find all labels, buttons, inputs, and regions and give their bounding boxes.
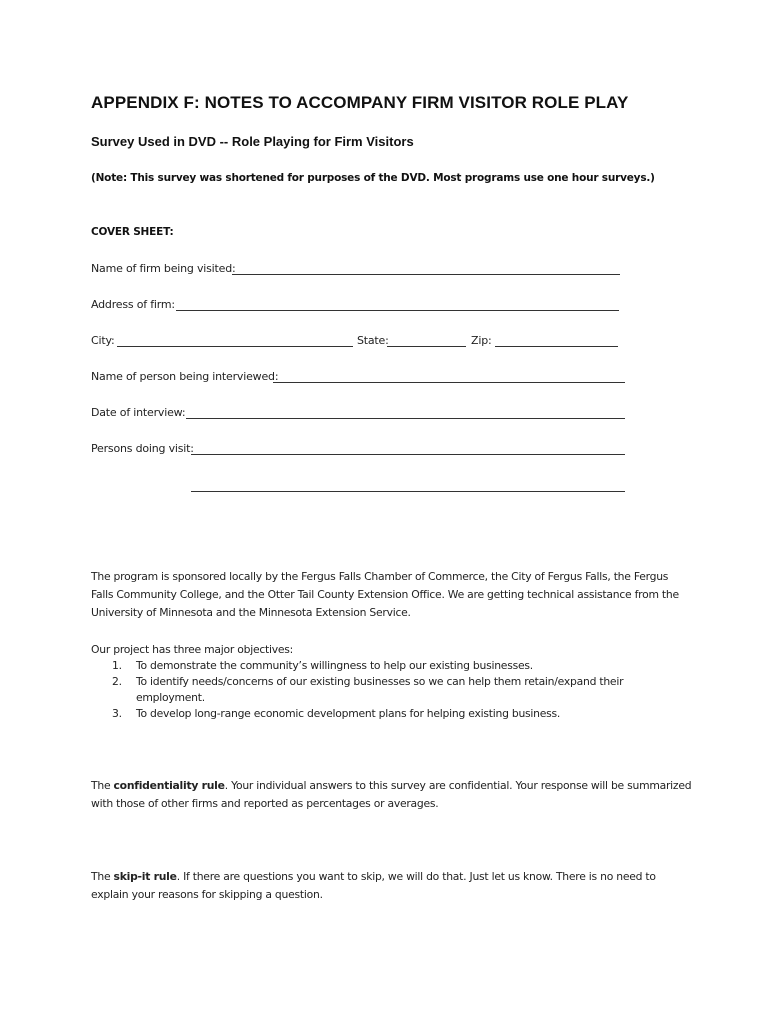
sponsor-line: Falls Community College, and the Otter Tail County Extension Office. We are getting technical assistance from the [91, 588, 679, 601]
city-field[interactable] [117, 346, 353, 347]
state-label: State: [357, 334, 389, 347]
date-field[interactable] [186, 418, 625, 419]
confidentiality-pre: The [91, 779, 114, 792]
zip-field[interactable] [495, 346, 618, 347]
firm-name-label: Name of firm being visited: [91, 262, 236, 275]
date-label: Date of interview: [91, 406, 186, 419]
skip-pre: The [91, 870, 114, 883]
page-title: APPENDIX F: NOTES TO ACCOMPANY FIRM VISITOR ROLE PLAY [91, 93, 629, 112]
zip-label: Zip: [471, 334, 492, 347]
confidentiality-paragraph [91, 777, 691, 813]
objectives-section [91, 642, 691, 722]
confidentiality-text: . Your individual answers to this survey are confidential. Your response will be summarized [224, 779, 692, 792]
skip-paragraph [91, 868, 691, 904]
address-field[interactable] [176, 310, 619, 311]
sponsor-paragraph [91, 568, 691, 622]
confidentiality-line [91, 777, 691, 795]
address-label: Address of firm: [91, 298, 175, 311]
skip-line: explain your reasons for skipping a question. [91, 888, 323, 901]
list-item [91, 706, 691, 722]
objectives-list [91, 658, 691, 722]
skip-text: . If there are questions you want to skip, we will do that. Just let us know. There is no need to [176, 870, 656, 883]
skip-rule-term: skip-it rule [113, 870, 177, 883]
cover-sheet-heading: COVER SHEET: [91, 226, 174, 238]
person-label: Name of person being interviewed: [91, 370, 279, 383]
objectives-intro: Our project has three major objectives: [91, 643, 294, 656]
list-number: 2. [112, 675, 122, 688]
list-number: 1. [112, 659, 122, 672]
list-item [91, 674, 691, 706]
firm-name-field[interactable] [232, 274, 620, 275]
confidentiality-rule-term: confidentiality rule [113, 779, 225, 792]
state-field[interactable] [387, 346, 466, 347]
list-number: 3. [112, 707, 122, 720]
visitors-field-2[interactable] [191, 491, 625, 492]
skip-line [91, 868, 691, 886]
sponsor-line: University of Minnesota and the Minnesota Extension Service. [91, 606, 411, 619]
list-text: To develop long-range economic development plans for helping existing business. [136, 707, 561, 720]
list-item [91, 658, 691, 674]
person-field[interactable] [273, 382, 625, 383]
city-label: City: [91, 334, 115, 347]
visitors-field[interactable] [191, 454, 625, 455]
list-text: To identify needs/concerns of our existing businesses so we can help them retain/expand their [136, 675, 624, 688]
list-text: To demonstrate the community’s willingness to help our existing businesses. [136, 659, 533, 672]
survey-note: (Note: This survey was shortened for purposes of the DVD. Most programs use one hour surveys.) [91, 172, 655, 184]
list-text: employment. [136, 691, 205, 704]
page-subtitle: Survey Used in DVD -- Role Playing for Firm Visitors [91, 134, 414, 149]
confidentiality-line: with those of other firms and reported as percentages or averages. [91, 797, 439, 810]
sponsor-line: The program is sponsored locally by the Fergus Falls Chamber of Commerce, the City of Fergus Falls, the Fergus [91, 570, 669, 583]
visitors-label: Persons doing visit: [91, 442, 194, 455]
